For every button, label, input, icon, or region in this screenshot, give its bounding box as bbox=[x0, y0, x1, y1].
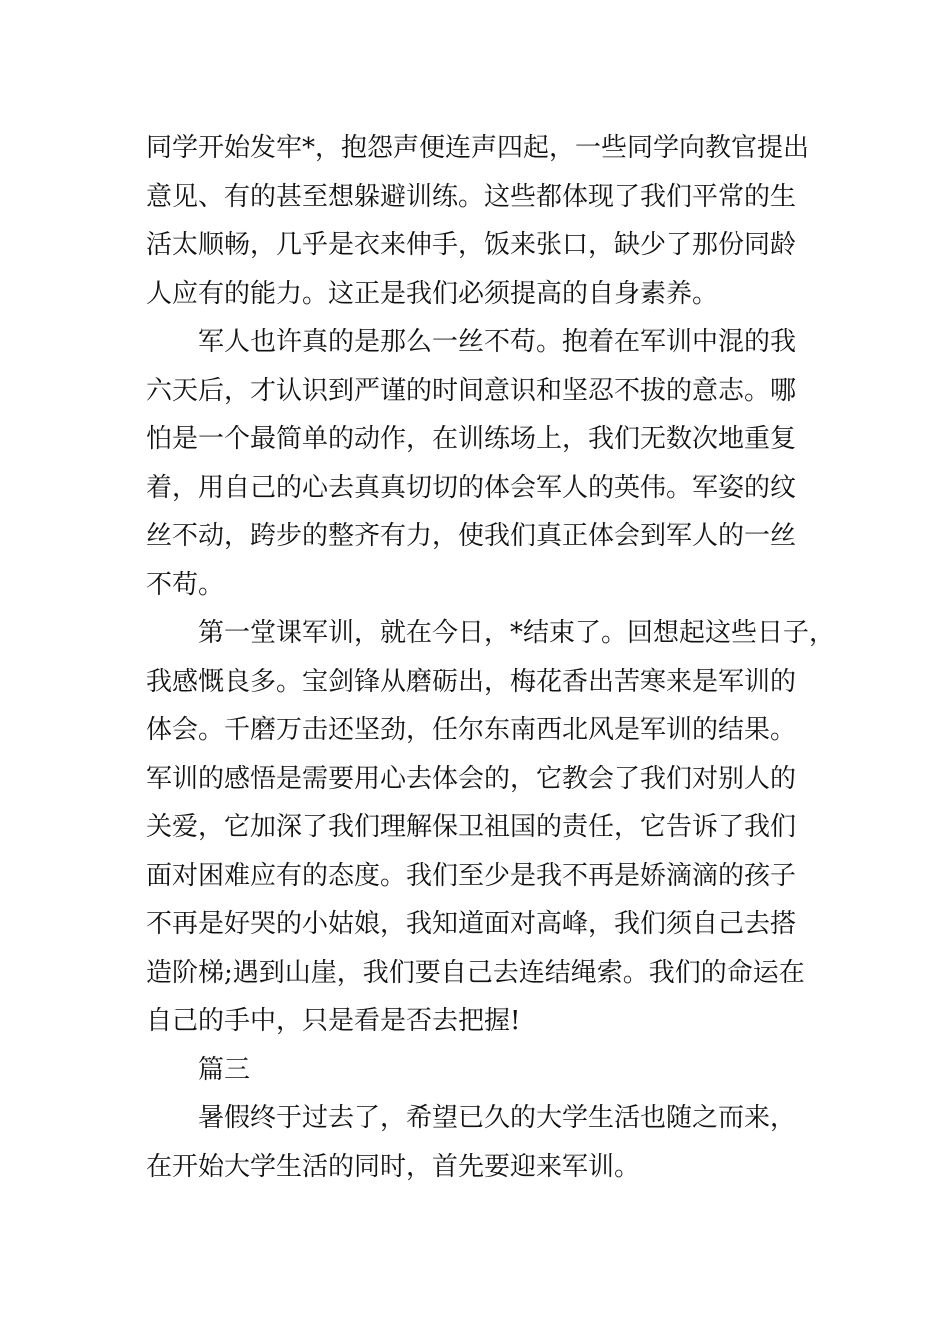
document-body bbox=[146, 124, 836, 1191]
text-line: 六天后，才认识到严谨的时间意识和坚忍不拔的意志。哪 bbox=[146, 375, 797, 406]
text-line: 不再是好哭的小姑娘，我知道面对高峰，我们须自己去搭 bbox=[146, 909, 797, 939]
text-line: 在开始大学生活的同时，首先要迎来军训。 bbox=[146, 1151, 641, 1182]
text-line: 人应有的能力。这正是我们必须提高的自身素养。 bbox=[146, 278, 719, 309]
paragraph-2 bbox=[146, 318, 811, 609]
text-line: 同学开始发牢*，抱怨声便连声四起，一些同学向教官提出 bbox=[146, 133, 810, 163]
text-line: 军训的感悟是需要用心去体会的，它教会了我们对别人的 bbox=[146, 763, 797, 794]
text-line: 着，用自己的心去真真切切的体会军人的英伟。军姿的纹 bbox=[146, 472, 797, 503]
text-line: 面对困难应有的态度。我们至少是我不再是娇滴滴的孩子 bbox=[146, 860, 797, 891]
paragraph-1 bbox=[146, 124, 811, 318]
text-line: 第一堂课军训，就在今日，*结束了。回想起这些日子， bbox=[198, 618, 836, 648]
text-line: 暑假终于过去了，希望已久的大学生活也随之而来， bbox=[198, 1103, 797, 1133]
text-line: 不苟。 bbox=[146, 569, 225, 600]
text-line: 意见、有的甚至想躲避训练。这些都体现了我们平常的生 bbox=[146, 181, 797, 212]
paragraph-4 bbox=[146, 1094, 811, 1191]
text-line: 体会。千磨万击还坚劲，任尔东南西北风是军训的结果。 bbox=[146, 715, 797, 745]
text-line: 活太顺畅，几乎是衣来伸手，饭来张口，缺少了那份同龄 bbox=[146, 230, 797, 260]
text-line: 怕是一个最简单的动作，在训练场上，我们无数次地重复 bbox=[146, 424, 797, 454]
text-line: 丝不动，跨步的整齐有力，使我们真正体会到军人的一丝 bbox=[146, 521, 797, 551]
section-title: 篇三 bbox=[198, 1054, 251, 1085]
section-heading bbox=[146, 1046, 811, 1095]
text-line: 造阶梯;遇到山崖，我们要自己去连结绳索。我们的命运在 bbox=[146, 957, 805, 988]
paragraph-3 bbox=[146, 609, 836, 1046]
text-line: 自己的手中，只是看是否去把握! bbox=[146, 1006, 521, 1036]
text-line: 关爱，它加深了我们理解保卫祖国的责任，它告诉了我们 bbox=[146, 812, 797, 842]
text-line: 我感慨良多。宝剑锋从磨砺出，梅花香出苦寒来是军训的 bbox=[146, 666, 797, 697]
text-line: 军人也许真的是那么一丝不苟。抱着在军训中混的我 bbox=[198, 327, 797, 357]
